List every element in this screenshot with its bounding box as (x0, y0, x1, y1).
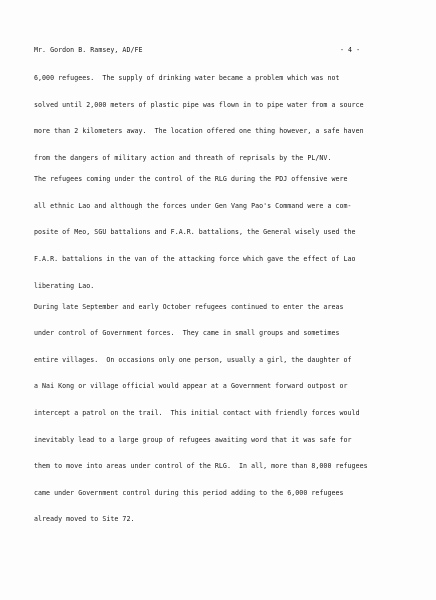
body-line: all ethnic Lao and although the forces under Gen Vang Pao's Command were a com- (34, 202, 352, 210)
body-line: liberating Lao. (34, 282, 95, 290)
body-line: During late September and early October refugees continued to enter the areas (34, 303, 344, 311)
body-line: already moved to Site 72. (34, 515, 135, 523)
body-line: them to move into areas under control of the RLG. In all, more than 8,000 refugees (34, 462, 368, 470)
body-line: from the dangers of military action and threath of reprisals by the PL/NV. (34, 154, 332, 162)
body-line: came under Government control during this period adding to the 6,000 refugees (34, 489, 344, 497)
body-line: F.A.R. battalions in the van of the attacking force which gave the effect of Lao (34, 255, 356, 263)
body-line: under control of Government forces. They came in small groups and sometimes (34, 329, 340, 337)
header-addressee: Mr. Gordon B. Ramsey, AD/FE (34, 46, 143, 54)
body-line: solved until 2,000 meters of plastic pipe was flown in to pipe water from a source (34, 101, 364, 109)
body-line: 6,000 refugees. The supply of drinking water became a problem which was not (34, 74, 340, 82)
page-number: - 4 - (340, 46, 361, 54)
body-line: inevitably lead to a large group of refugees awaiting word that it was safe for (34, 436, 352, 444)
body-line: entire villages. On occasions only one person, usually a girl, the daughter of (34, 356, 352, 364)
body-line: posite of Meo, SGU battalions and F.A.R. battalions, the General wisely used the (34, 228, 356, 236)
body-line: a Nai Kong or village official would appear at a Government forward outpost or (34, 382, 348, 390)
body-line: The refugees coming under the control of the RLG during the PDJ offensive were (34, 175, 348, 183)
body-line: intercept a patrol on the trail. This initial contact with friendly forces would (34, 409, 360, 417)
body-line: more than 2 kilometers away. The location offered one thing however, a safe haven (34, 127, 364, 135)
